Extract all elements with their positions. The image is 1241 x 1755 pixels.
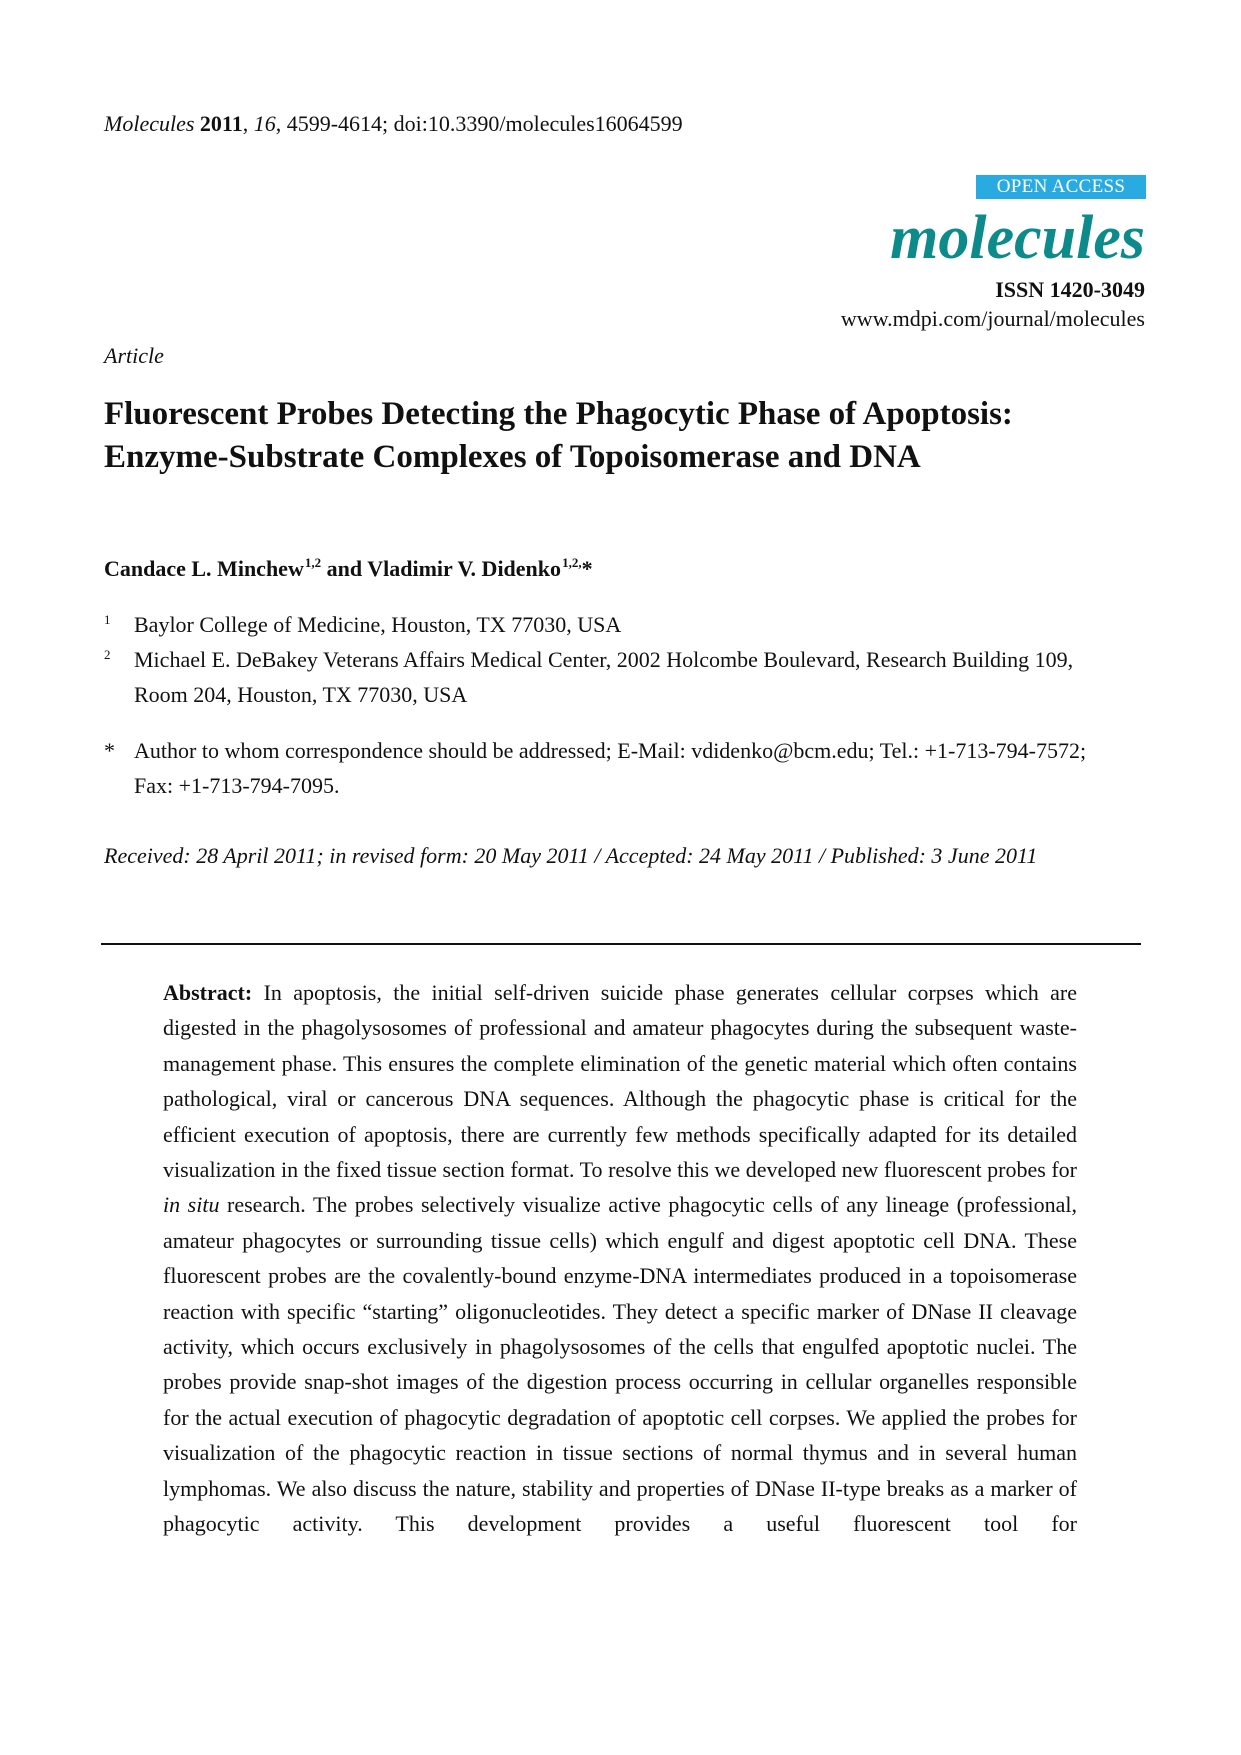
corresponding-star: * (581, 556, 593, 581)
citation-line: Molecules 2011, 16, 4599-4614; doi:10.3390/molecules16064599 (104, 111, 683, 136)
publication-dates: Received: 28 April 2011; in revised form: 20 May 2011 / Accepted: 24 May 2011 / Published: 3 June 2011 (104, 843, 1038, 868)
open-access-badge: OPEN ACCESS (976, 175, 1146, 199)
author-name: Candace L. Minchew (104, 556, 304, 581)
correspondence-mark: * (104, 738, 115, 763)
abstract-label: Abstract: (163, 980, 253, 1005)
horizontal-divider (101, 943, 1141, 945)
correspondence-text: Author to whom correspondence should be addressed; E-Mail: vdidenko@bcm.edu; Tel.: +1-713-794-7572; Fax: +1-713-794-7095. (134, 738, 1087, 798)
affiliation-number: 2 (104, 647, 111, 662)
abstract-italic-term: in situ (163, 1192, 220, 1218)
abstract-paragraph (163, 975, 1077, 1542)
affiliation-text: Baylor College of Medicine, Houston, TX 77030, USA (134, 612, 622, 637)
affiliation-number: 1 (104, 612, 111, 627)
paper-title: Fluorescent Probes Detecting the Phagocytic Phase of Apoptosis: Enzyme-Substrate Complexes of Topoisomerase and DNA (104, 396, 1013, 475)
citation-pages-doi: , 4599-4614; doi:10.3390/molecules16064599 (275, 111, 683, 136)
author-list (104, 554, 593, 584)
author-affiliation-marker: 1,2 (304, 555, 322, 570)
journal-url: www.mdpi.com/journal/molecules (840, 306, 1145, 331)
journal-logo: molecules (890, 204, 1145, 272)
correspondence-note (104, 733, 1104, 803)
abstract-text: research. The probes selectively visualize active phagocytic cells of any lineage (professional, amateur phagocytes or surrounding tissue cells) which engulf and digest apoptotic cell DNA. These fluorescent probes are the covalently-bound enzyme-DNA intermediates produced in a topoisomerase reaction with specific “starting” oligonucleotides. They detect a specific marker of DNase II cleavage activity, which occurs exclusively in phagolysosomes of the cells that engulfed apoptotic nuclei. The probes provide snap-shot images of the digestion process occurring in cellular organelles responsible for the actual execution of phagocytic degradation of apoptotic cell corpses. We applied the probes for visualization of the phagocytic reaction in tissue sections of normal thymus and in several human lymphomas. We also discuss the nature, stability and properties of DNase II-type breaks as a marker of phagocytic activity. This development provides a useful fluorescent tool for (163, 1192, 1077, 1537)
affiliation-text: Michael E. DeBakey Veterans Affairs Medical Center, 2002 Holcombe Boulevard, Research Building 109, Room 204, Houston, TX 77030, USA (134, 647, 1074, 707)
citation-year: 2011 (199, 111, 243, 136)
author-connector: and (321, 556, 368, 581)
author-affiliation-marker: 1,2, (562, 555, 582, 570)
article-type: Article (104, 343, 164, 368)
journal-abbrev: Molecules (104, 111, 195, 136)
affiliation-2 (104, 642, 1104, 712)
citation-volume: 16 (253, 111, 276, 136)
author-name: Vladimir V. Didenko (367, 556, 562, 581)
issn: ISSN 1420-3049 (995, 277, 1145, 302)
abstract-text: In apoptosis, the initial self-driven suicide phase generates cellular corpses which are digested in the phagolysosomes of professional and amateur phagocytes during the subsequent waste-management phase. This ensures the complete elimination of the genetic material which often contains pathological, viral or cancerous DNA sequences. Although the phagocytic phase is critical for the efficient execution of apoptosis, there are currently few methods specifically adapted for its detailed visualization in the fixed tissue section format. To resolve this we developed new fluorescent probes for (163, 980, 1077, 1183)
affiliation-1 (104, 607, 1104, 642)
